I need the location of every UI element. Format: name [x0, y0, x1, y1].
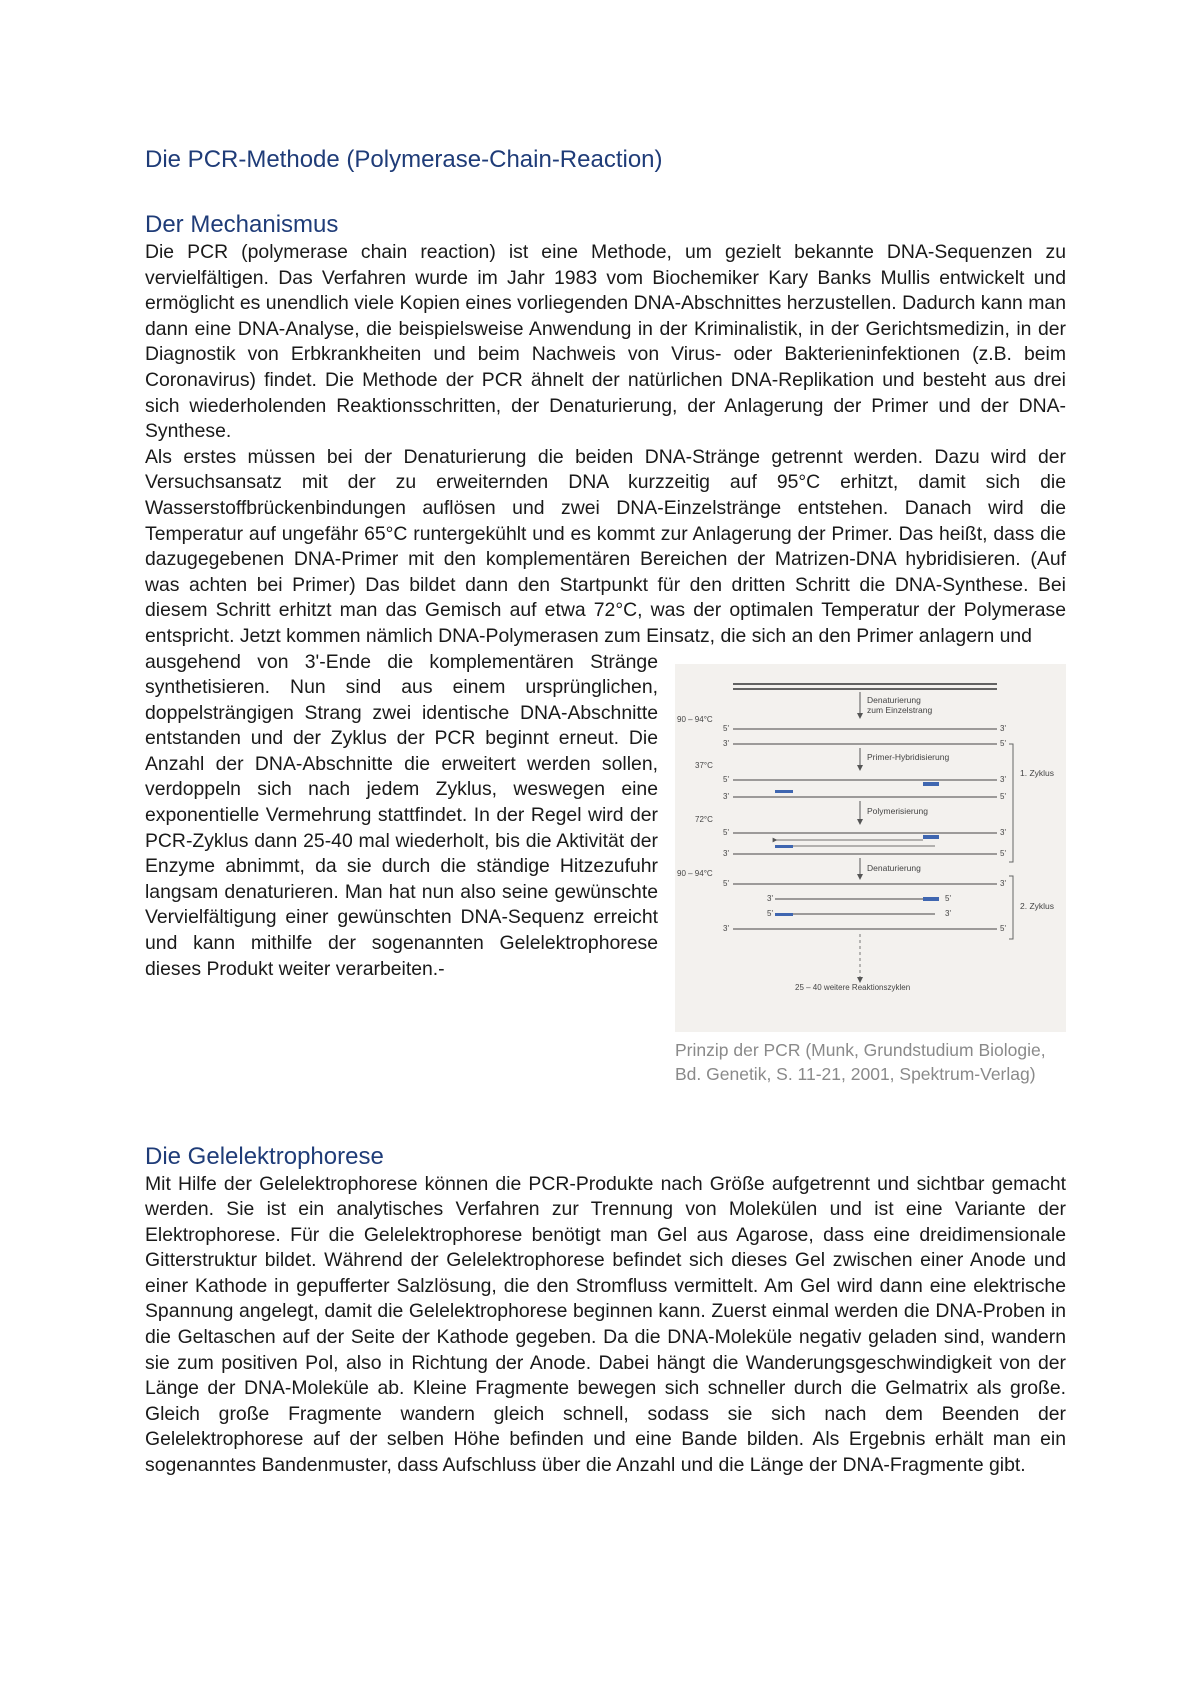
label-temp-2: 37°C: [695, 760, 713, 770]
svg-text:3': 3': [723, 738, 729, 748]
svg-text:3': 3': [945, 908, 951, 918]
svg-text:3': 3': [1000, 774, 1006, 784]
label-zyklus-1: 1. Zyklus: [1020, 767, 1055, 778]
svg-text:5': 5': [1000, 923, 1006, 933]
document-content: [145, 140, 1066, 1479]
label-denaturierung-1: Denaturierung: [867, 694, 921, 705]
svg-text:5': 5': [767, 908, 773, 918]
svg-text:5': 5': [723, 774, 729, 784]
label-temp-1: 90 – 94°C: [677, 714, 713, 724]
paragraph-mechanismus-3: ausgehend von 3'-Ende die komplementären Stränge synthetisieren. Nun sind aus einem ursprünglichen, doppelsträngigen Strang zwei identische DNA-Abschnitte entstanden und der Zyklus der PCR beginnt erneut. Die Anzahl der DNA-Abschnitte die erweitert werden sollen, verdoppeln sich nach jedem Zyklus, weswegen eine exponentielle Vermehrung stattfindet. In der Regel wird der PCR-Zyklus dann 25-40 mal wiederholt, bis die Aktivität der Enzyme abnimmt, da sie durch die ständige Hitzezufuhr langsam denaturieren. Man hat nun also seine gewünschte Vervielfältigung einer gewünschten DNA-Sequenz erreicht und kann mithilfe der sogenannten Gelelektrophorese dieses Produkt weiter verarbeiten.-: [145, 650, 658, 980]
svg-text:5': 5': [723, 723, 729, 733]
label-weitere-zyklen: 25 – 40 weitere Reaktionszyklen: [795, 982, 911, 992]
svg-text:3': 3': [767, 893, 773, 903]
label-einzelstrang: zum Einzelstrang: [867, 704, 933, 715]
section-heading-mechanismus: Der Mechanismus: [145, 211, 339, 238]
label-denaturierung-2: Denaturierung: [867, 862, 921, 873]
svg-text:5': 5': [1000, 848, 1006, 858]
paragraph-mechanismus-1: Die PCR (polymerase chain reaction) ist eine Methode, um gezielt bekannte DNA-Sequenzen zu vervielfältigen. Das Verfahren wurde im Jahr 1983 vom Biochemiker Kary Banks Mullis entwickelt und ermöglicht es unendlich viele Kopien eines vorliegenden DNA-Abschnittes herzustellen. Dadurch kann man dann eine DNA-Analyse, die beispielsweise Anwendung in der Kriminalistik, in der Gerichtsmedizin, in der Diagnostik von Erbkrankheiten und beim Nachweis von Virus- oder Bakterieninfektionen (z.B. beim Coronavirus) findet. Die Methode der PCR ähnelt der natürlichen DNA-Replikation und besteht aus drei sich wiederholenden Reaktionsschritten, der Denaturierung, der Anlagerung der Primer und der DNA-Synthese.: [145, 241, 1066, 443]
label-temp-3: 72°C: [695, 814, 713, 824]
svg-text:3': 3': [1000, 723, 1006, 733]
svg-text:5': 5': [945, 893, 951, 903]
figure-caption: Prinzip der PCR (Munk, Grundstudium Biologie, Bd. Genetik, S. 11-21, 2001, Spektrum-Verlag): [675, 1039, 1046, 1084]
svg-text:3': 3': [1000, 878, 1006, 888]
paragraph-gelelektrophorese: Mit Hilfe der Gelelektrophorese können die PCR-Produkte nach Größe aufgetrennt und sichtbar gemacht werden. Sie ist ein analytisches Verfahren zur Trennung von Molekülen und ist eine Variante der Elektrophorese. Für die Gelelektrophorese benötigt man Gel aus Agarose, dass eine dreidimensionale Gitterstruktur bildet. Während der Gelelektrophorese befindet sich dieses Gel zwischen einer Anode und einer Kathode in gepufferter Salzlösung, die den Stromfluss vermittelt. Am Gel wird dann eine elektrische Spannung angelegt, damit die Gelelektrophorese beginnen kann. Zuerst einmal werden die DNA-Proben in die Geltaschen auf der Seite der Kathode gegeben. Da die DNA-Moleküle negativ geladen sind, wandern sie zum positiven Pol, also in Richtung der Anode. Dabei hängt die Wanderungsgeschwindigkeit von der Länge der DNA-Moleküle ab. Kleine Fragmente bewegen sich schneller durch die Gelmatrix als große. Gleich große Fragmente wandern gleich schnell, sodass sie sich nach dem Beenden der Gelelektrophorese auf der selben Höhe befinden und eine Bande bilden. Als Ergebnis erhält man ein sogenanntes Bandenmuster, dass Aufschluss über die Anzahl und die Länge der DNA-Fragmente gibt.: [145, 1172, 1066, 1477]
svg-text:5': 5': [1000, 791, 1006, 801]
pcr-figure: [675, 664, 1066, 1086]
svg-text:5': 5': [723, 827, 729, 837]
svg-text:3': 3': [723, 791, 729, 801]
label-zyklus-2: 2. Zyklus: [1020, 900, 1055, 911]
document-title: Die PCR-Methode (Polymerase-Chain-Reaction): [145, 146, 663, 173]
label-temp-4: 90 – 94°C: [677, 868, 713, 878]
svg-text:3': 3': [723, 848, 729, 858]
svg-text:5': 5': [723, 878, 729, 888]
label-hybridisierung: Primer-Hybridisierung: [867, 751, 950, 762]
svg-text:3': 3': [723, 923, 729, 933]
svg-text:5': 5': [1000, 738, 1006, 748]
label-polymerisierung: Polymerisierung: [867, 805, 928, 816]
svg-text:3': 3': [1000, 827, 1006, 837]
section-heading-gelelektrophorese: Die Gelelektrophorese: [145, 1142, 384, 1170]
pcr-diagram: [675, 664, 1066, 1032]
paragraph-mechanismus-2: Als erstes müssen bei der Denaturierung die beiden DNA-Stränge getrennt werden. Dazu wird der Versuchsansatz mit der zu erweiternden DNA kurzzeitig auf 95°C erhitzt, damit sich die Wasserstoffbrückenbindungen auflösen und zwei DNA-Einzelstränge entstehen. Danach wird die Temperatur auf ungefähr 65°C runtergekühlt und es kommt zur Anlagerung der Primer. Das heißt, dass die dazugegebenen DNA-Primer mit den komplementären Bereichen der Matrizen-DNA hybridisieren. (Auf was achten bei Primer) Das bildet dann den Startpunkt für den dritten Schritt die DNA-Synthese. Bei diesem Schritt erhitzt man das Gemisch auf etwa 72°C, was der optimalen Temperatur der Polymerase entspricht. Jetzt kommen nämlich DNA-Polymerasen zum Einsatz, die sich an den Primer anlagern und: [145, 445, 1066, 647]
text-with-figure: [145, 650, 1066, 1090]
